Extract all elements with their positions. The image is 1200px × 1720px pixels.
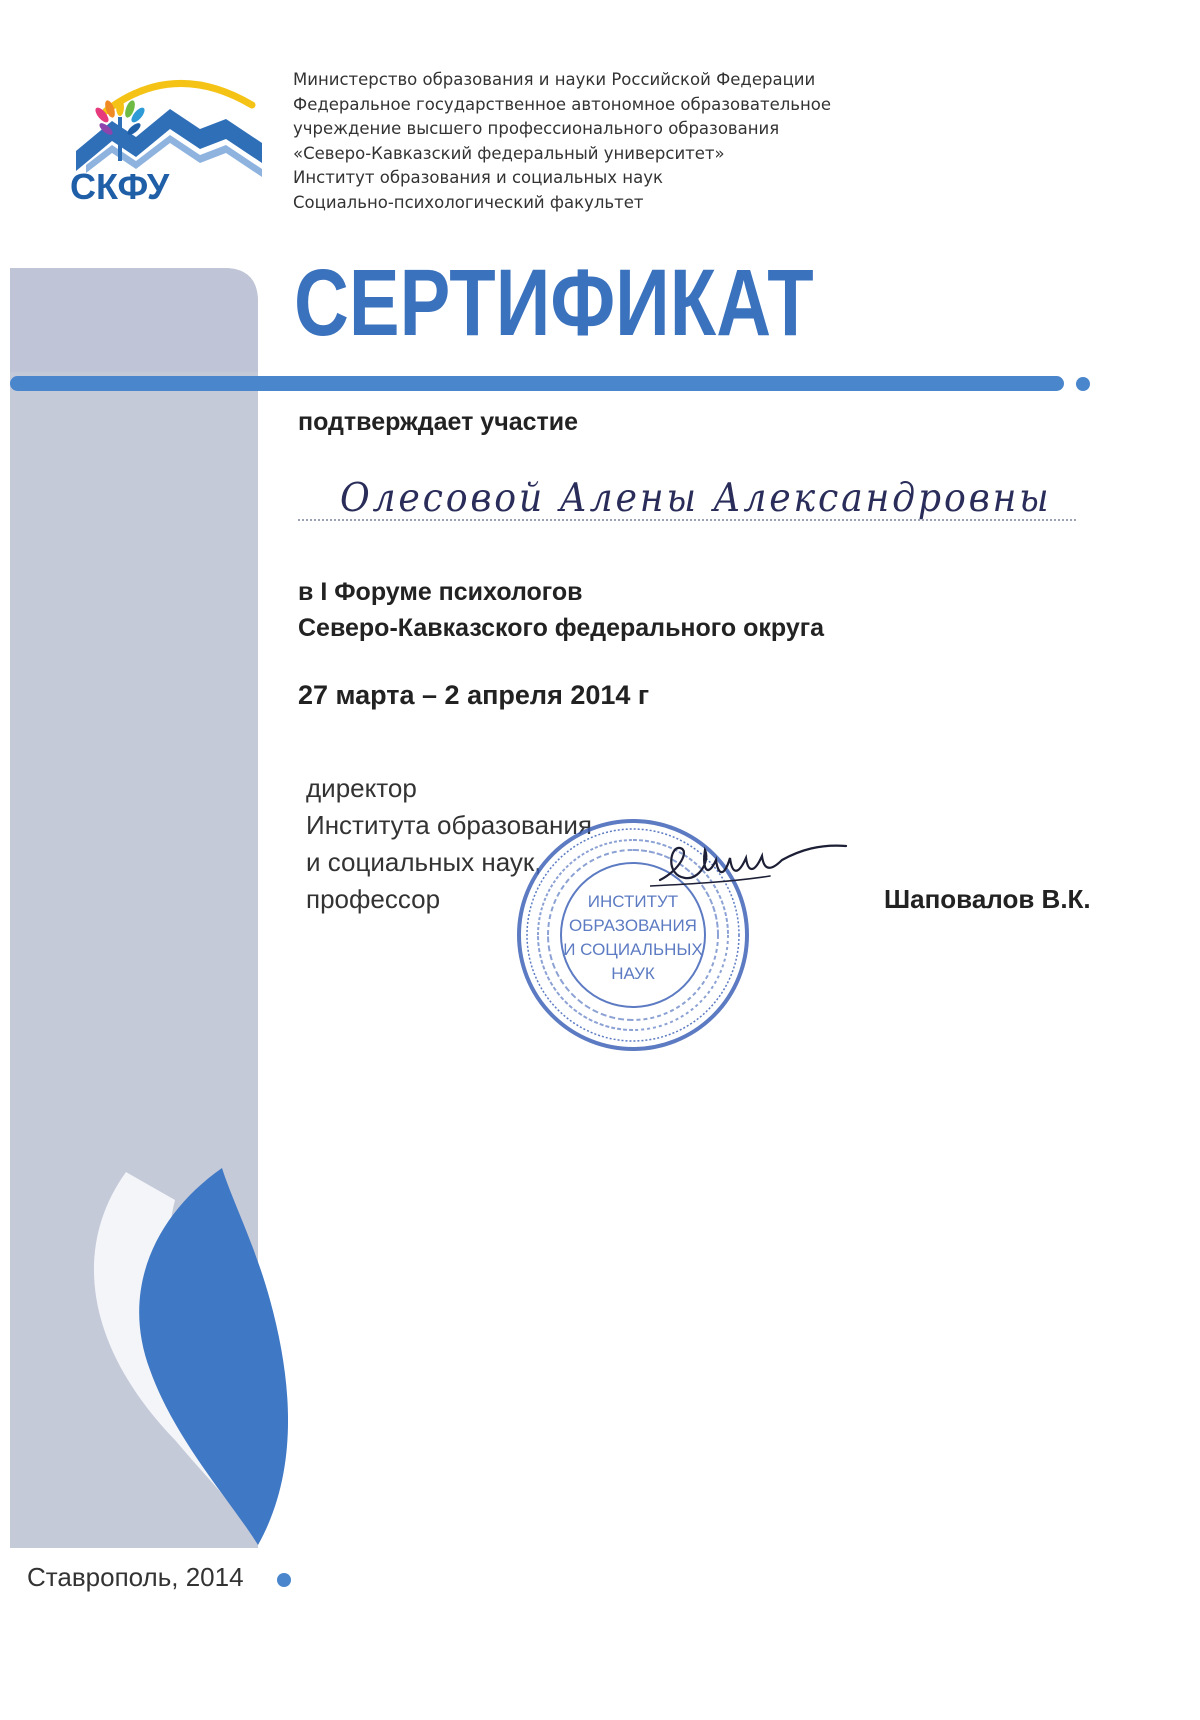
signature	[650, 830, 860, 900]
name-dotted-line	[298, 519, 1076, 521]
header-line: Федеральное государственное автономное образовательное	[293, 94, 832, 114]
stamp-center-line: НАУК	[611, 964, 655, 983]
title-rule	[10, 376, 1064, 391]
confirm-text: подтверждает участие	[298, 408, 579, 436]
signer-name: Шаповалов В.К.	[884, 884, 1091, 914]
stamp-center-line: ИНСТИТУТ	[587, 892, 679, 911]
header-line: «Северо-Кавказский федеральный университет»	[293, 143, 725, 163]
participant-name: Олесовой Алены Александровны	[340, 476, 1052, 521]
event-dates: 27 марта – 2 апреля 2014 г	[298, 680, 650, 710]
logo-abbreviation: СКФУ	[70, 166, 170, 205]
stamp-center-line: И СОЦИАЛЬНЫХ	[563, 940, 703, 959]
institution-header	[293, 68, 831, 215]
header-line: учреждение высшего профессионального образования	[293, 119, 780, 138]
header-line: Министерство образования и науки Российской Федерации	[293, 70, 816, 89]
certificate-title: СЕРТИФИКАТ	[294, 250, 814, 356]
stamp-center-line: ОБРАЗОВАНИЯ	[569, 916, 697, 935]
footer-dot	[277, 1573, 291, 1587]
header-line: Институт образования и социальных наук	[293, 168, 663, 187]
signer-position-line: и социальных наук,	[306, 847, 542, 877]
signer-position-line: профессор	[306, 884, 441, 914]
panel-top-band	[10, 268, 258, 372]
header-line: Социально-психологический факультет	[293, 192, 644, 212]
city-year: Ставрополь, 2014	[27, 1562, 244, 1592]
signer-position-line: Института образования	[306, 810, 592, 840]
university-logo	[66, 65, 262, 205]
event-line: Северо-Кавказского федерального округа	[298, 614, 825, 642]
event-line: в I Форуме психологов	[298, 578, 583, 606]
title-rule-dot	[1076, 377, 1090, 391]
signer-position-line: директор	[306, 773, 417, 803]
